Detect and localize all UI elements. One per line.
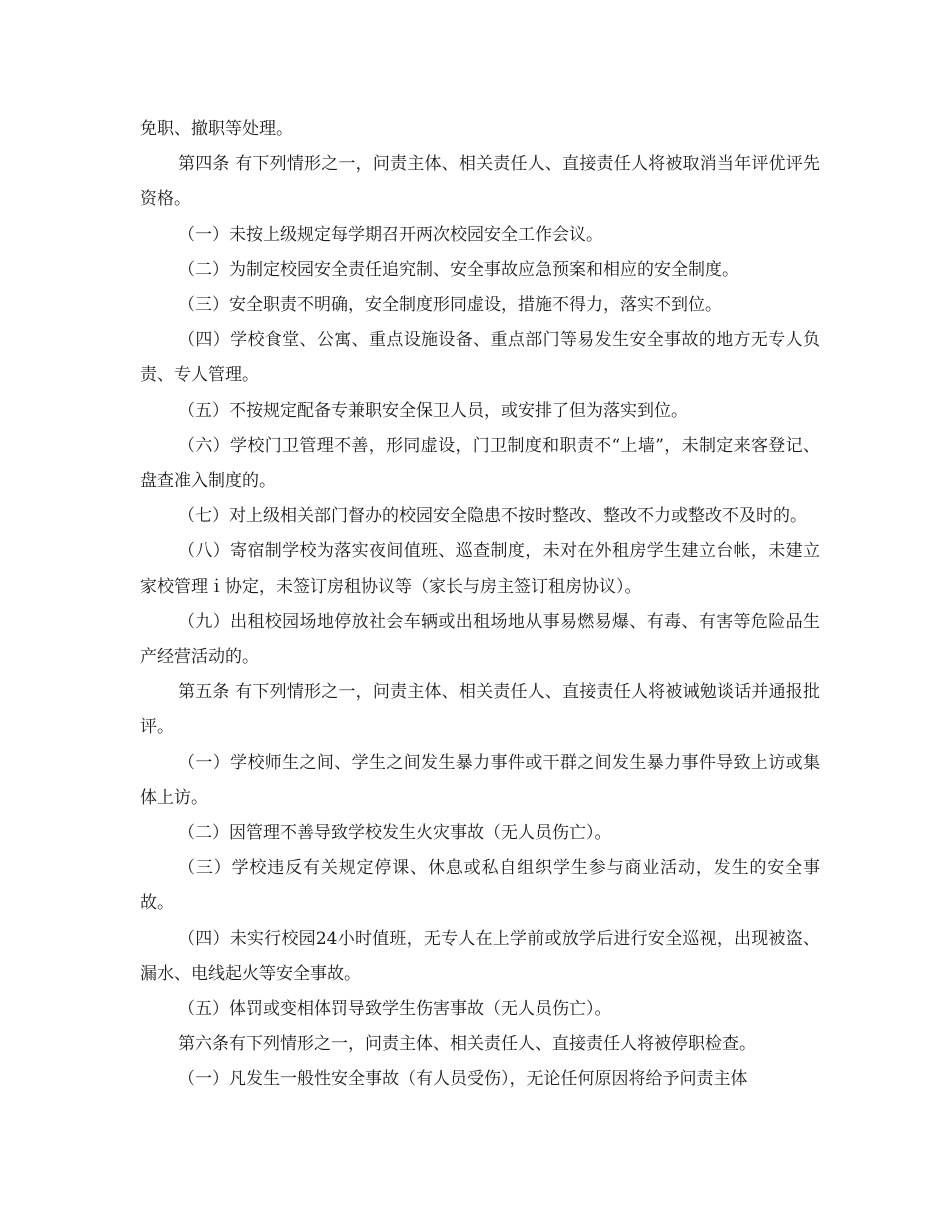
list-item: （一）学校师生之间、学生之间发生暴力事件或干群之间发生暴力事件导致上访或集体上访。 (140, 752, 820, 808)
list-item: （三）学校违反有关规定停课、休息或私自组织学生参与商业活动，发生的安全事故。 (140, 858, 820, 914)
list-item: （七）对上级相关部门督办的校园安全隐患不按时整改、整改不力或整改不及时的。 (178, 506, 807, 527)
paragraph-continuation: 免职、撤职等处理。 (140, 119, 293, 139)
article-six-heading: 第六条有下列情形之一，问责主体、相关责任人、直接责任人将被停职检查。 (178, 1034, 756, 1055)
list-item: （四）未实行校园24小时值班，无专人在上学前或放学后进行安全巡视，出现被盗、漏水、电线起火等安全事故。 (140, 928, 820, 984)
list-item: （二）因管理不善导致学校发生火灾事故（无人员伤亡）。 (178, 823, 612, 844)
list-item: （五）体罚或变相体罚导致学生伤害事故（无人员伤亡）。 (178, 999, 612, 1020)
list-item: （三）安全职责不明确，安全制度形同虚设，措施不得力，落实不到位。 (178, 295, 722, 316)
list-item: （四）学校食堂、公寓、重点设施设备、重点部门等易发生安全事故的地方无专人负责、专人管理。 (140, 330, 820, 386)
list-item: （九）出租校园场地停放社会车辆或出租场地从事易燃易爆、有毒、有害等危险品生产经营活动的。 (140, 611, 820, 668)
list-item: （五）不按规定配备专兼职安全保卫人员，或安排了但为落实到位。 (178, 400, 688, 421)
article-five-heading: 第五条 有下列情形之一，问责主体、相关责任人、直接责任人将被诫勉谈话并通报批评。 (140, 682, 820, 738)
list-item: （八）寄宿制学校为落实夜间值班、巡查制度，未对在外租房学生建立台帐，未建立家校管理ｉ协定，未签订房租协议等（家长与房主签订租房协议）。 (140, 541, 820, 597)
list-item: （一）凡发生一般性安全事故（有人员受伤），无论任何原因将给予问责主体 (178, 1069, 748, 1090)
list-item: （二）为制定校园安全责任追究制、安全事故应急预案和相应的安全制度。 (178, 259, 739, 280)
article-four-heading: 第四条 有下列情形之一，问责主体、相关责任人、直接责任人将被取消当年评优评先资格。 (140, 154, 820, 210)
document-body (140, 112, 820, 1098)
list-item: （六）学校门卫管理不善，形同虚设，门卫制度和职责不“上墙”，未制定来客登记、盘查准入制度的。 (140, 435, 820, 492)
list-item: （一）未按上级规定每学期召开两次校园安全工作会议。 (178, 224, 603, 245)
